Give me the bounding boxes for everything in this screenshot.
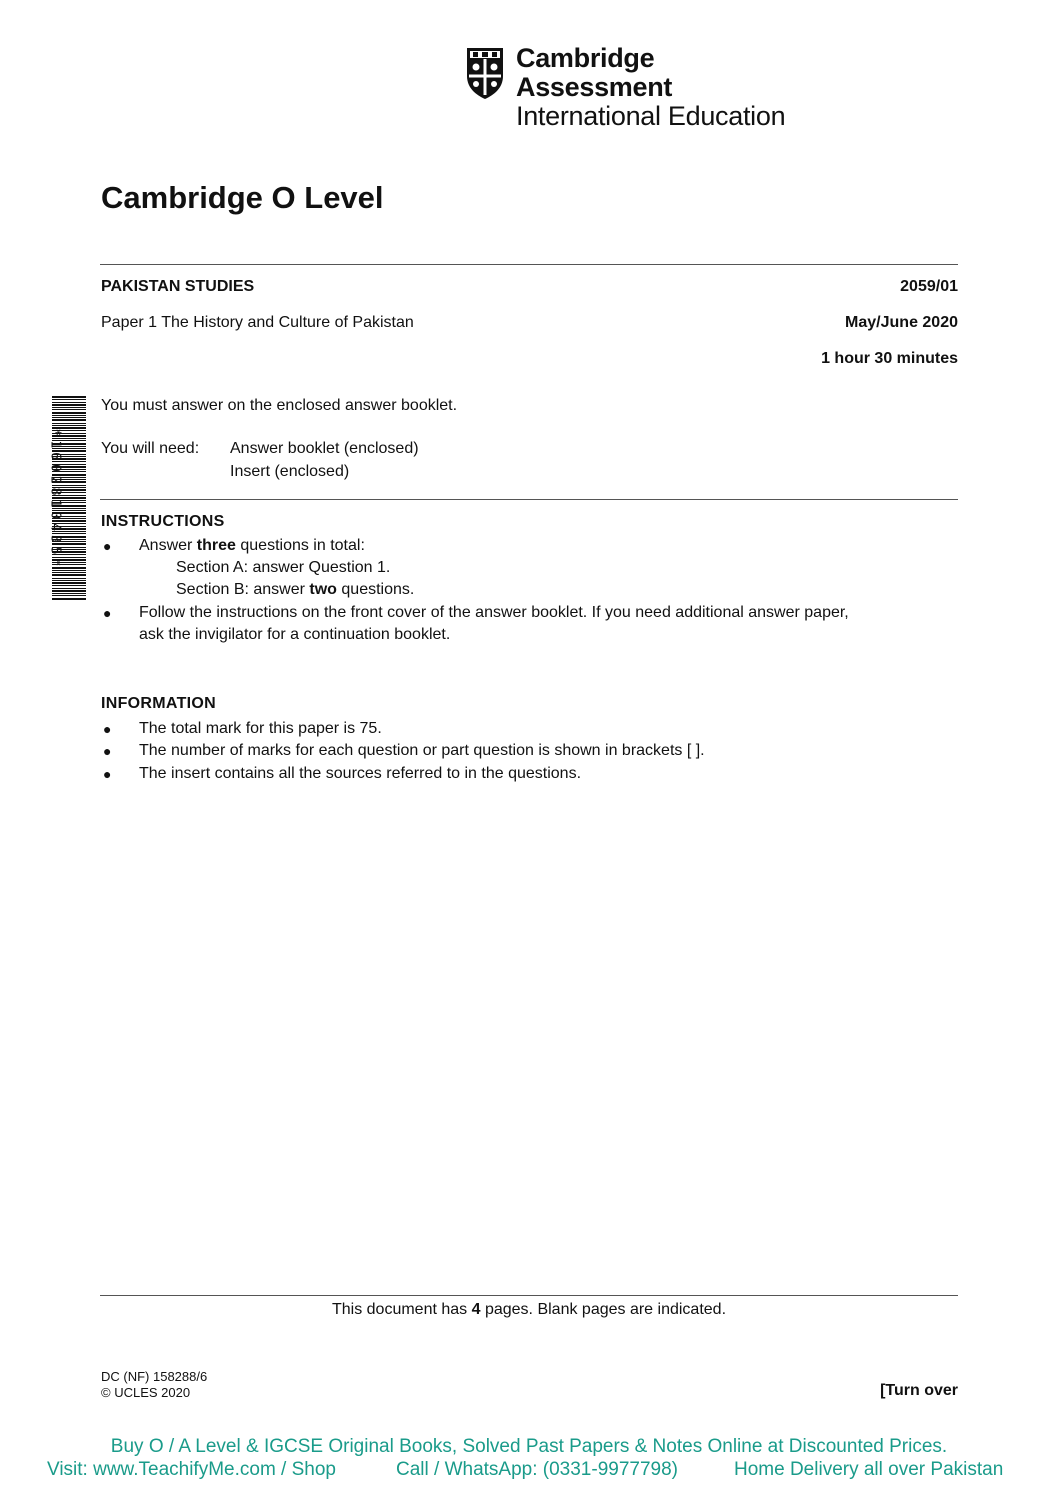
candidate-barcode bbox=[38, 396, 86, 602]
page-count: 4 bbox=[471, 1301, 481, 1318]
instruction-text: questions. bbox=[336, 581, 415, 598]
instruction-item bbox=[139, 535, 365, 557]
bullet-icon: ● bbox=[103, 743, 112, 759]
information-heading: INFORMATION bbox=[101, 695, 216, 712]
exam-session: May/June 2020 bbox=[845, 314, 958, 331]
information-item: The number of marks for each question or part question is shown in brackets [ ]. bbox=[139, 742, 705, 759]
section-a-instruction: Section A: answer Question 1. bbox=[176, 559, 391, 576]
page-count-note bbox=[0, 1301, 1058, 1319]
promo-website-link[interactable]: Visit: www.TeachifyMe.com / Shop bbox=[47, 1459, 336, 1480]
instruction-text: Section B: answer bbox=[176, 581, 310, 598]
need-item: Insert (enclosed) bbox=[230, 463, 350, 480]
syllabus-code: 2059/01 bbox=[900, 278, 958, 295]
subject-name: PAKISTAN STUDIES bbox=[101, 278, 255, 295]
logo-line-2: International Education bbox=[516, 101, 786, 131]
barcode-number: *1602810435* bbox=[47, 428, 63, 571]
middle-divider bbox=[100, 499, 958, 500]
copyright: © UCLES 2020 bbox=[101, 1385, 191, 1400]
turn-over-label: [Turn over bbox=[880, 1382, 958, 1399]
bullet-icon: ● bbox=[103, 766, 112, 782]
instruction-text: questions in total: bbox=[235, 537, 365, 554]
bullet-icon: ● bbox=[103, 538, 112, 554]
bullet-icon: ● bbox=[103, 721, 112, 737]
section-b-instruction bbox=[176, 579, 414, 601]
instruction-line: Follow the instructions on the front cover of the answer booklet. If you need additional answer paper, bbox=[139, 604, 849, 621]
paper-title: Paper 1 The History and Culture of Pakistan bbox=[101, 314, 414, 331]
information-item: The total mark for this paper is 75. bbox=[139, 720, 382, 737]
logo-line-1: Cambridge Assessment bbox=[516, 43, 673, 102]
instruction-text: Answer bbox=[139, 537, 197, 554]
footer-divider bbox=[100, 1295, 958, 1296]
bullet-icon: ● bbox=[103, 605, 112, 621]
instruction-emphasis: three bbox=[196, 537, 236, 554]
need-item: Answer booklet (enclosed) bbox=[230, 440, 419, 457]
top-divider bbox=[100, 264, 958, 265]
note-text: pages. Blank pages are indicated. bbox=[480, 1301, 727, 1318]
exam-duration: 1 hour 30 minutes bbox=[821, 350, 958, 367]
promo-delivery: Home Delivery all over Pakistan bbox=[734, 1459, 1004, 1480]
promo-banner: Buy O / A Level & IGCSE Original Books, Solved Past Papers & Notes Online at Discounted Prices. bbox=[110, 1436, 948, 1457]
cambridge-logo bbox=[466, 43, 806, 131]
information-item: The insert contains all the sources referred to in the questions. bbox=[139, 765, 582, 782]
instruction-emphasis: two bbox=[309, 581, 337, 598]
instruction-item bbox=[139, 602, 849, 646]
answer-note: You must answer on the enclosed answer booklet. bbox=[101, 397, 458, 414]
instruction-line: ask the invigilator for a continuation booklet. bbox=[139, 626, 451, 643]
need-label: You will need: bbox=[101, 440, 200, 457]
document-reference: DC (NF) 158288/6 bbox=[101, 1369, 208, 1384]
promo-phone: Call / WhatsApp: (0331-9977798) bbox=[396, 1459, 678, 1480]
qualification-title: Cambridge O Level bbox=[101, 180, 384, 215]
instructions-heading: INSTRUCTIONS bbox=[101, 513, 225, 530]
cambridge-shield-icon bbox=[466, 46, 504, 100]
note-text: This document has bbox=[331, 1301, 472, 1318]
